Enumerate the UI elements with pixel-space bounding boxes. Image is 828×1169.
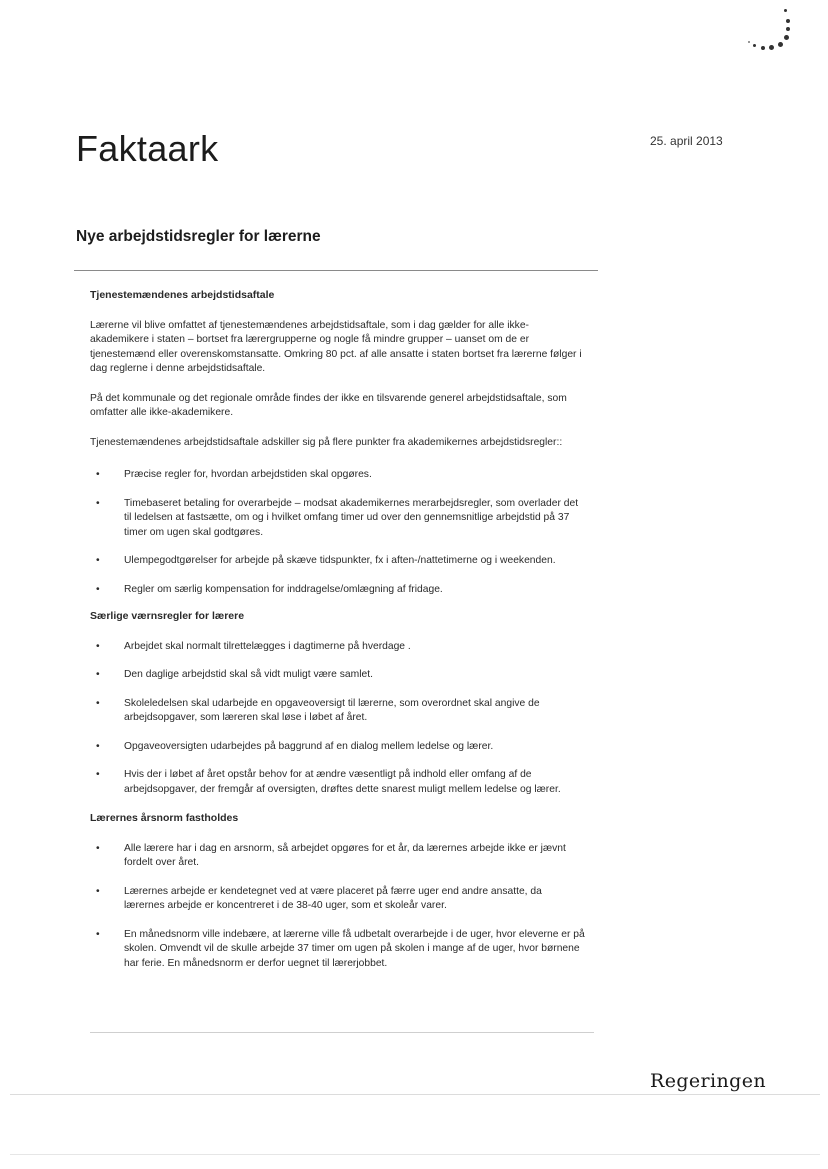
- list-item-text: Den daglige arbejdstid skal så vidt muligt være samlet.: [124, 669, 373, 680]
- list-item: [90, 885, 585, 914]
- section-vaernsregler: [90, 609, 585, 797]
- bullet-icon: •: [96, 640, 100, 652]
- list-item: [90, 668, 585, 683]
- paragraph: Tjenestemændenes arbejdstidsaftale adskiller sig på flere punkter fra akademikernes arbejdstidsregler::: [90, 436, 563, 448]
- list-item-text: Regler om særlig kompensation for inddragelse/omlægning af fridage.: [124, 583, 443, 595]
- list-item: [90, 842, 585, 871]
- bullet-icon: •: [96, 842, 100, 854]
- bullet-icon: •: [96, 669, 100, 680]
- list-item: [90, 768, 585, 797]
- bottom-divider: [90, 1032, 594, 1033]
- document-subtitle: Nye arbejdstidsregler for lærerne: [76, 228, 321, 245]
- list-item: [90, 697, 585, 726]
- bullet-icon: •: [96, 697, 100, 709]
- paragraph: Lærerne vil blive omfattet af tjenestemændenes arbejdstidsaftale, som i dag gælder for alle ikke-akademikere i staten – bortset fra lærergrupperne og nogle få mindre grupper – uanset om de er tjenestemænd eller overenskomstansatte. Omkring 80 pct. af alle ansatte i staten bortset fra lærerne følger i dag reglerne i denne arbejdstidsaftale.: [90, 319, 582, 374]
- bullet-icon: •: [96, 769, 100, 780]
- list-item-text: En månedsnorm ville indebære, at lærerne ville få udbetalt overarbejde i de uger, hvor eleverne er på skolen. Omvendt vil de skulle arbejde 37 timer om ugen på skolen i mange af de uger, hvor børnene har ferie. En månedsnorm er derfor uegnet til lærerjobbet.: [124, 928, 585, 969]
- footer-divider: [10, 1094, 820, 1095]
- list-item: [90, 468, 585, 483]
- list-item-text: Hvis der i løbet af året opstår behov for at ændre væsentligt på indhold eller omfang af de arbejdsopgaver, der fremgår af oversigten, drøftes dette snarest muligt mellem ledelse og lærer.: [124, 769, 561, 795]
- list-item: [90, 583, 585, 598]
- list-item-text: Alle lærere har i dag en arsnorm, så arbejdet opgøres for et år, da lærernes arbejde ikke er jævnt fordelt over året.: [124, 842, 566, 868]
- section-heading: Tjenestemændenes arbejdstidsaftale: [90, 289, 275, 301]
- section-heading: Særlige værnsregler for lærere: [90, 610, 245, 622]
- document-date: 25. april 2013: [650, 134, 723, 148]
- list-item: [90, 640, 585, 655]
- section-heading: Lærernes årsnorm fastholdes: [90, 812, 239, 824]
- bullet-icon: •: [96, 885, 100, 897]
- bullet-icon: •: [96, 583, 100, 595]
- bullet-icon: •: [96, 497, 100, 509]
- page-edge-line: [10, 1154, 820, 1155]
- bullet-list: [90, 842, 585, 972]
- list-item-text: Skoleledelsen skal udarbejde en opgaveoversigt til lærerne, som overordnet skal angive de arbejdsopgaver, som læreren skal løse i løbet af året.: [124, 697, 540, 723]
- bullet-icon: •: [96, 928, 100, 940]
- bullet-icon: •: [96, 555, 100, 566]
- list-item: [90, 928, 585, 972]
- bullet-list: [90, 640, 585, 798]
- list-item-text: Præcise regler for, hvordan arbejdstiden skal opgøres.: [124, 469, 372, 480]
- list-item: [90, 740, 585, 755]
- list-item-text: Ulempegodtgørelser for arbejde på skæve tidspunkter, fx i aften-/nattetimerne og i weekenden.: [124, 555, 556, 566]
- list-item: [90, 554, 585, 569]
- list-item-text: Timebaseret betaling for overarbejde – modsat akademikernes merarbejdsregler, som overlader det til ledelsen at fastsætte, om og i hvilket omfang timer ud over den gennemsnitlige arbejdstid på 37 timer om ugen skal godtgøres.: [124, 497, 579, 538]
- list-item-text: Opgaveoversigten udarbejdes på baggrund af en dialog mellem ledelse og lærer.: [124, 740, 494, 752]
- logo-dots-icon: [740, 6, 800, 52]
- section-arbejdstidsaftale: [90, 288, 585, 597]
- list-item-text: Arbejdet skal normalt tilrettelægges i dagtimerne på hverdage .: [124, 640, 411, 652]
- paragraph: På det kommunale og det regionale område findes der ikke en tilsvarende generel arbejdstidsaftale, som omfatter alle ikke-akademikere.: [90, 392, 567, 418]
- list-item: [90, 497, 585, 541]
- top-divider: [74, 270, 598, 271]
- document-body: [90, 288, 585, 985]
- section-aarsnorm: [90, 811, 585, 971]
- brand-logo: Regeringen: [650, 1070, 766, 1092]
- list-item-text: Lærernes arbejde er kendetegnet ved at være placeret på færre uger end andre ansatte, da lærernes arbejde er koncentreret i de 38-40 uger, som et skoleår varer.: [124, 885, 542, 911]
- bullet-icon: •: [96, 469, 100, 480]
- bullet-list: [90, 468, 585, 597]
- bullet-icon: •: [96, 740, 100, 752]
- page-title: Faktaark: [76, 128, 219, 169]
